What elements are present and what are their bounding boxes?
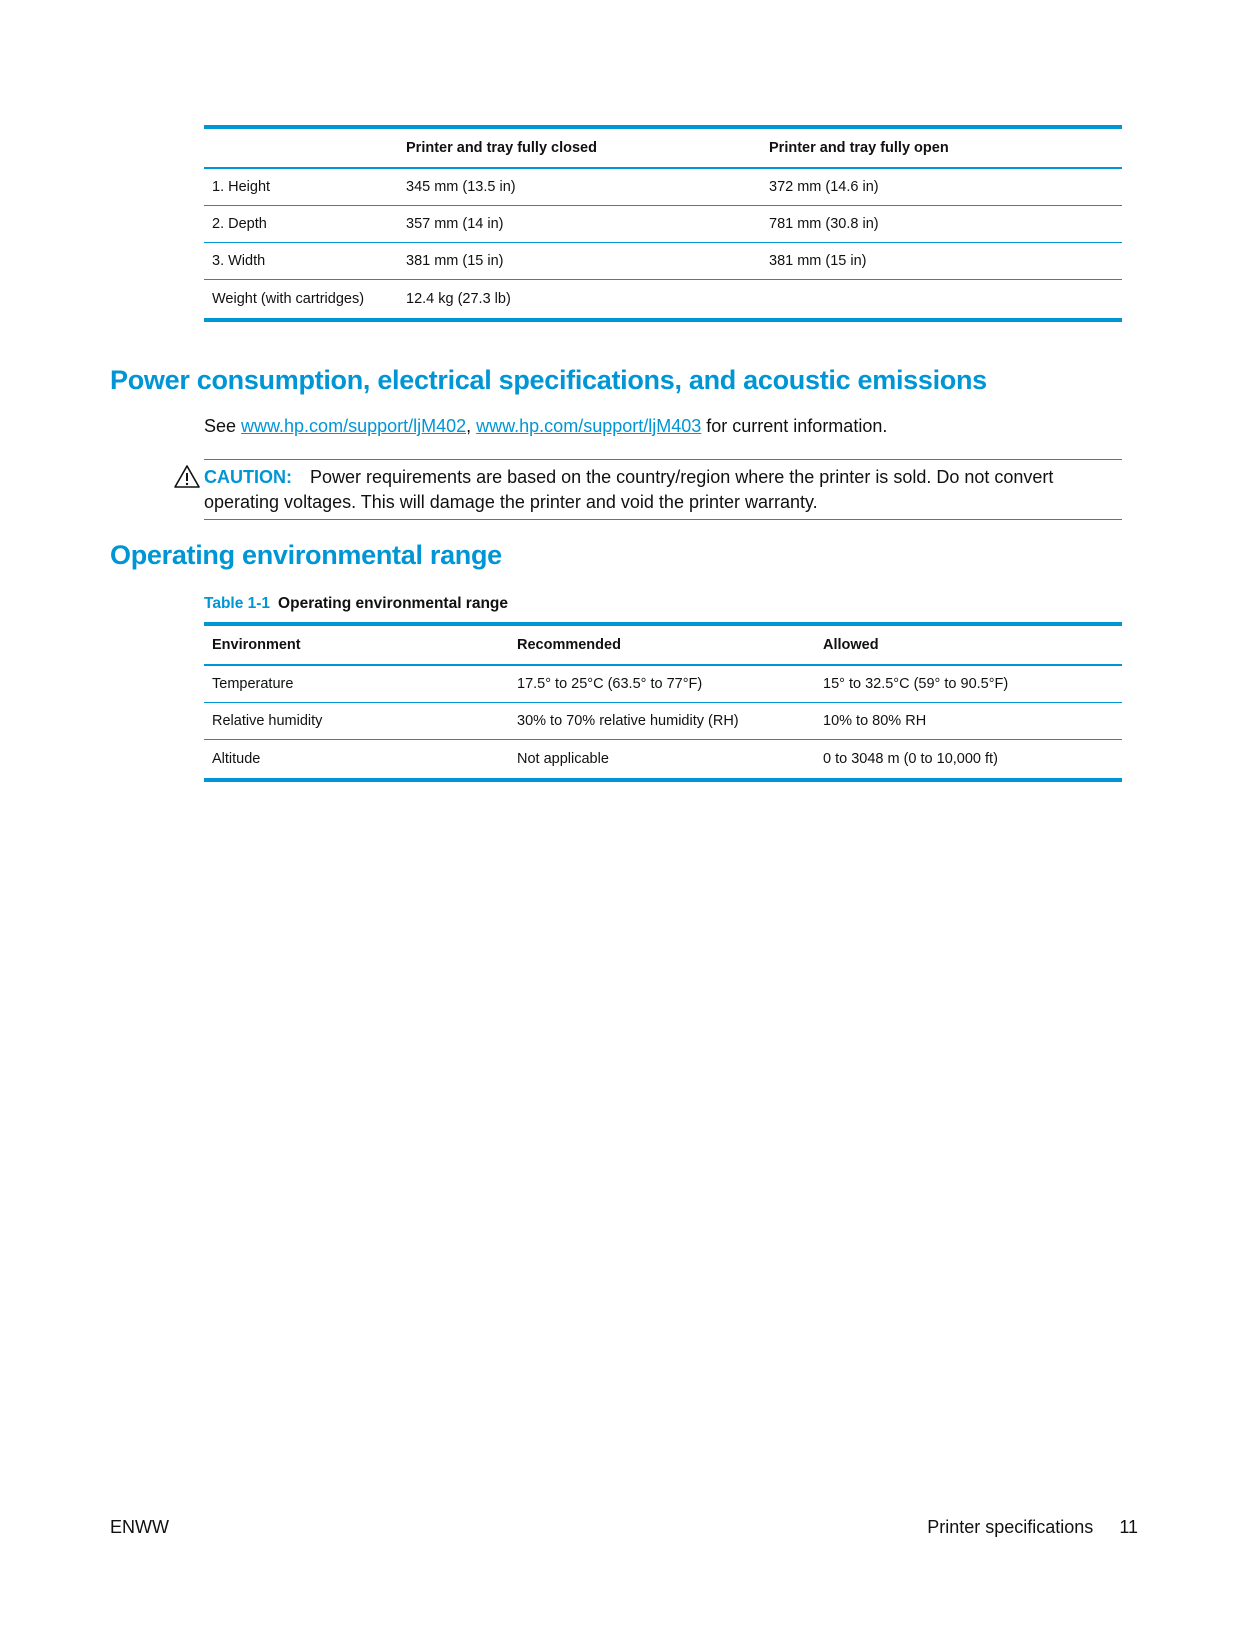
column-header: Printer and tray fully closed bbox=[406, 140, 597, 156]
support-link-m403[interactable]: www.hp.com/support/ljM403 bbox=[476, 416, 702, 436]
table-cell bbox=[761, 280, 1122, 321]
table-cell: 381 mm (15 in) bbox=[761, 243, 1122, 280]
table-row bbox=[204, 168, 1122, 206]
table-row bbox=[204, 665, 1122, 703]
table-cell: 0 to 3048 m (0 to 10,000 ft) bbox=[815, 740, 1122, 781]
table-cell: 357 mm (14 in) bbox=[398, 206, 761, 243]
table-cell: Temperature bbox=[204, 665, 509, 703]
table-cell: 12.4 kg (27.3 lb) bbox=[398, 280, 761, 321]
table-cell: 3. Width bbox=[204, 243, 398, 280]
warning-triangle-icon bbox=[173, 464, 201, 489]
table-cell: 345 mm (13.5 in) bbox=[398, 168, 761, 206]
footer-section-title: Printer specifications bbox=[927, 1517, 1094, 1537]
caution-note bbox=[204, 459, 1122, 520]
table-header-row bbox=[204, 624, 1122, 665]
table-cell: Relative humidity bbox=[204, 703, 509, 740]
caution-label: CAUTION: bbox=[204, 467, 292, 487]
table-cell: 2. Depth bbox=[204, 206, 398, 243]
column-header: Allowed bbox=[823, 637, 879, 653]
link-separator: , bbox=[466, 416, 477, 436]
table-caption bbox=[204, 595, 508, 613]
table-cell: 17.5° to 25°C (63.5° to 77°F) bbox=[509, 665, 815, 703]
table-cell: 372 mm (14.6 in) bbox=[761, 168, 1122, 206]
dimensions-table bbox=[204, 125, 1122, 322]
table-caption-title: Operating environmental range bbox=[278, 595, 509, 612]
column-header: Recommended bbox=[517, 637, 621, 653]
footer-locale: ENWW bbox=[110, 1517, 169, 1537]
table-row bbox=[204, 703, 1122, 740]
table-cell: 781 mm (30.8 in) bbox=[761, 206, 1122, 243]
environment-table bbox=[204, 622, 1122, 782]
table-row bbox=[204, 206, 1122, 243]
page-number: 11 bbox=[1119, 1517, 1138, 1537]
caution-text: Power requirements are based on the country/region where the printer is sold. Do not convert operating voltages. This will damage the printer and void the printer warranty. bbox=[204, 467, 1054, 512]
table-caption-number: Table 1-1 bbox=[204, 595, 271, 612]
column-header: Environment bbox=[212, 637, 301, 653]
power-section-heading: Power consumption, electrical specifications, and acoustic emissions bbox=[110, 365, 987, 395]
table-header-row bbox=[204, 127, 1122, 168]
see-suffix: for current information. bbox=[701, 416, 888, 436]
support-links-paragraph bbox=[204, 416, 887, 437]
table-cell: 10% to 80% RH bbox=[815, 703, 1122, 740]
support-link-m402[interactable]: www.hp.com/support/ljM402 bbox=[241, 416, 467, 436]
table-cell: Weight (with cartridges) bbox=[204, 280, 398, 321]
table-row bbox=[204, 280, 1122, 321]
column-header: Printer and tray fully open bbox=[769, 140, 949, 156]
table-row bbox=[204, 243, 1122, 280]
table-cell: 381 mm (15 in) bbox=[398, 243, 761, 280]
footer-section-info bbox=[927, 1517, 1138, 1538]
table-cell: 15° to 32.5°C (59° to 90.5°F) bbox=[815, 665, 1122, 703]
environment-section-heading: Operating environmental range bbox=[110, 540, 502, 570]
table-row bbox=[204, 740, 1122, 781]
table-cell: 30% to 70% relative humidity (RH) bbox=[509, 703, 815, 740]
table-cell: Not applicable bbox=[509, 740, 815, 781]
column-header bbox=[204, 127, 398, 168]
table-cell: Altitude bbox=[204, 740, 509, 781]
see-prefix: See bbox=[204, 416, 242, 436]
table-cell: 1. Height bbox=[204, 168, 398, 206]
